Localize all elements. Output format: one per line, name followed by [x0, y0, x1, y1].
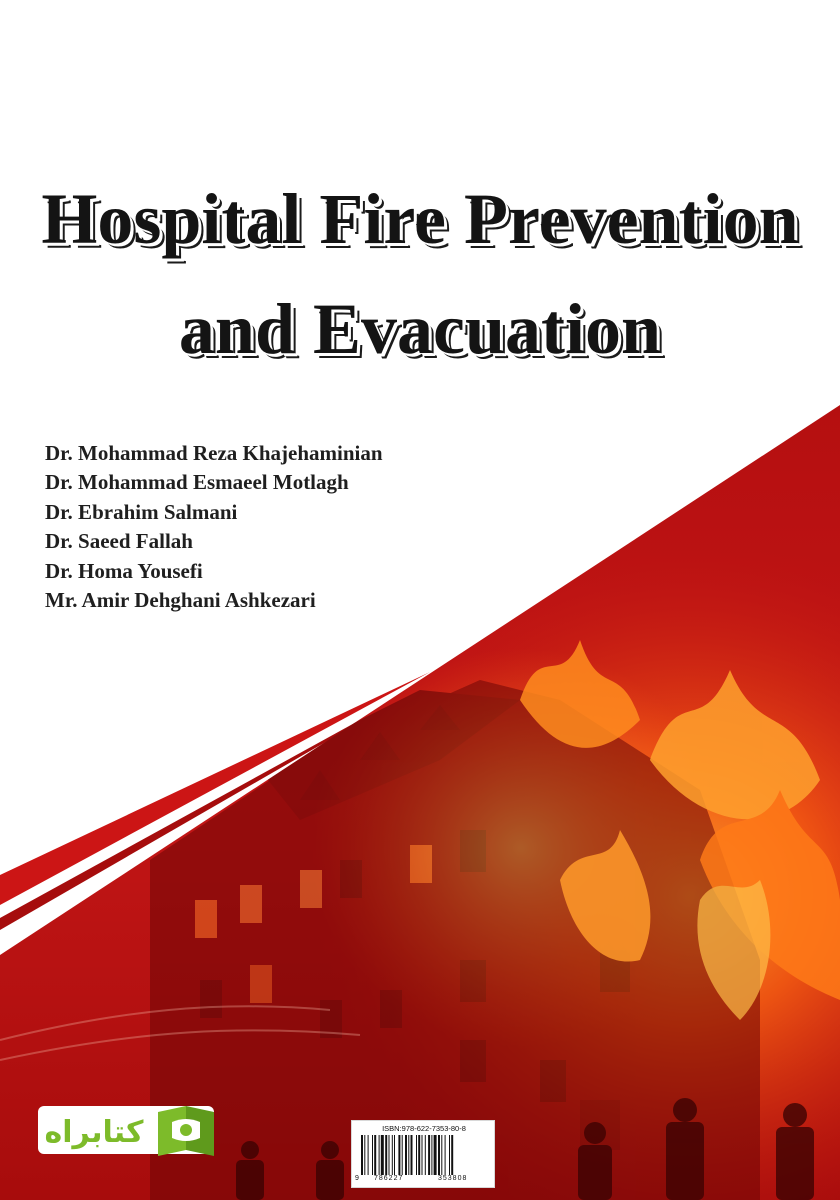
svg-text:کتابراه: کتابراه: [44, 1115, 144, 1150]
barcode-bar: [368, 1135, 369, 1175]
book-title-line-2: and Evacuation: [178, 289, 662, 369]
barcode-bar: [451, 1135, 453, 1175]
barcode-bar: [422, 1135, 423, 1175]
barcode-bar: [379, 1135, 380, 1175]
barcode-bar: [416, 1135, 417, 1175]
isbn-barcode: [351, 1120, 495, 1188]
barcode-bar: [445, 1135, 446, 1175]
barcode-bar: [389, 1135, 390, 1175]
author-name: Dr. Mohammad Esmaeel Motlagh: [45, 470, 349, 495]
barcode-bar: [441, 1135, 442, 1175]
barcode-bar: [381, 1135, 384, 1175]
barcode-bar: [418, 1135, 420, 1175]
barcode-bar: [408, 1135, 409, 1175]
barcode-bar: [411, 1135, 413, 1175]
barcode-bar: [449, 1135, 450, 1175]
barcode-bar: [361, 1135, 363, 1175]
barcode-bars: [360, 1135, 488, 1175]
barcode-digits-left: 786227: [374, 1175, 404, 1182]
author-name: Dr. Saeed Fallah: [45, 529, 193, 554]
author-name: Dr. Homa Yousefi: [45, 558, 203, 583]
barcode-digits: [352, 1175, 496, 1185]
book-icon: [158, 1106, 214, 1156]
barcode-bar: [372, 1135, 373, 1175]
barcode-bar: [438, 1135, 440, 1175]
isbn-number: ISBN:978-622-7353-80-8: [382, 1124, 466, 1133]
barcode-bar: [392, 1135, 393, 1175]
author-name: Dr. Ebrahim Salmani: [45, 499, 238, 524]
author-name: Mr. Amir Dehghani Ashkezari: [45, 587, 316, 612]
barcode-bar: [431, 1135, 432, 1175]
publisher-logo: [36, 1098, 220, 1162]
barcode-bar: [398, 1135, 400, 1175]
barcode-bar: [405, 1135, 407, 1175]
author-name: Dr. Mohammad Reza Khajehaminian: [45, 441, 383, 465]
authors-list: [45, 439, 383, 615]
barcode-bar: [425, 1135, 426, 1175]
barcode-bar: [428, 1135, 430, 1175]
barcode-digit-lead: 9: [355, 1175, 359, 1182]
barcode-bar: [385, 1135, 387, 1175]
book-title-line-1: Hospital Fire Prevention: [41, 179, 799, 259]
barcode-bar: [402, 1135, 403, 1175]
barcode-bar: [394, 1135, 395, 1175]
barcode-bar: [434, 1135, 437, 1175]
barcode-bar: [364, 1135, 365, 1175]
barcode-digits-right: 353808: [438, 1175, 468, 1182]
barcode-bar: [374, 1135, 376, 1175]
